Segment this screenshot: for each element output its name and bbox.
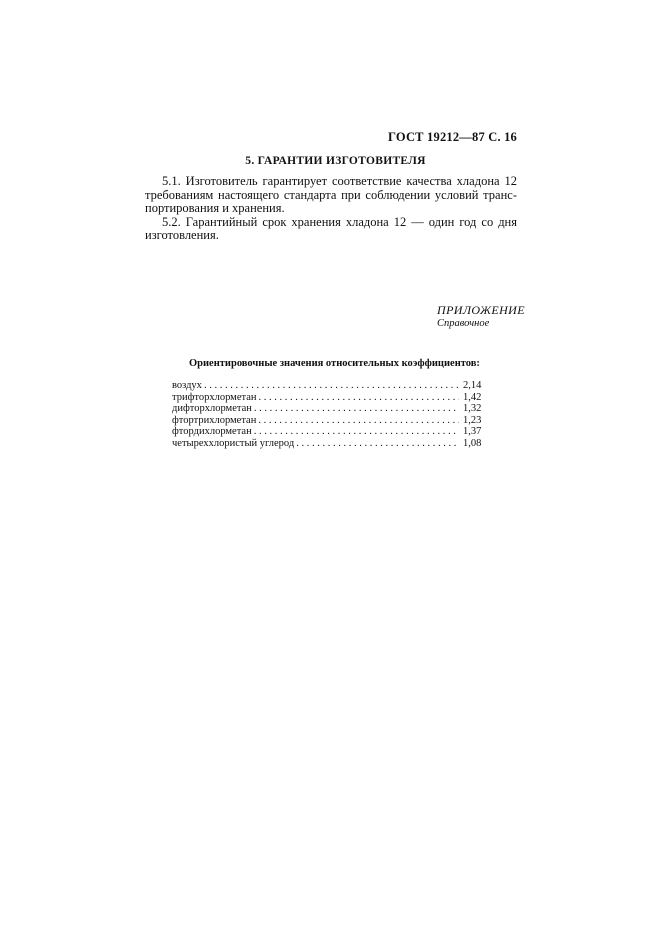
leader-dots — [258, 415, 459, 427]
list-item — [172, 426, 483, 438]
list-item — [172, 380, 483, 392]
coefficient-name: фтортрихлорметан — [172, 414, 257, 426]
coefficient-value: 1,42 — [463, 391, 482, 403]
coefficient-name: фтордихлорметан — [172, 426, 252, 438]
leader-dots — [204, 380, 459, 392]
appendix-heading — [437, 303, 525, 329]
coefficient-value: 1,23 — [463, 414, 482, 426]
list-item — [172, 392, 483, 404]
coefficient-name: трифторхлорметан — [172, 391, 257, 403]
paragraph-5-1: 5.1. Изготовитель гарантирует соответствие качества хладона 12 требованиям настоящего стандарта при соблюдении условий транспортирования и хранения. — [145, 174, 517, 216]
section-title: 5. ГАРАНТИИ ИЗГОТОВИТЕЛЯ — [245, 155, 426, 167]
coefficient-value: 1,37 — [463, 426, 482, 438]
section-body — [145, 175, 517, 243]
appendix-title: ПРИЛОЖЕНИЕ — [437, 303, 525, 317]
list-item — [172, 403, 483, 415]
coefficient-value: 1,08 — [463, 437, 482, 449]
coefficient-value: 1,32 — [463, 403, 482, 415]
list-item — [172, 415, 483, 427]
leader-dots — [296, 438, 459, 450]
coefficients-list — [172, 380, 483, 450]
coefficient-value: 2,14 — [463, 380, 482, 391]
page-header: ГОСТ 19212—87 С. 16 — [388, 130, 517, 144]
coefficient-name: четыреххлористый углерод — [172, 437, 295, 449]
paragraph-5-2: 5.2. Гарантийный срок хранения хладона 12 — один год со дня изготовления. — [145, 214, 517, 243]
appendix-subtitle: Справочное — [437, 318, 490, 329]
leader-dots — [258, 392, 459, 404]
coefficients-title: Ориентировочные значения относительных коэффициентов: — [189, 358, 480, 369]
leader-dots — [254, 403, 459, 415]
list-item — [172, 438, 483, 450]
coefficient-name: дифторхлорметан — [172, 403, 252, 415]
leader-dots — [254, 426, 459, 438]
coefficient-name: воздух — [172, 380, 202, 391]
